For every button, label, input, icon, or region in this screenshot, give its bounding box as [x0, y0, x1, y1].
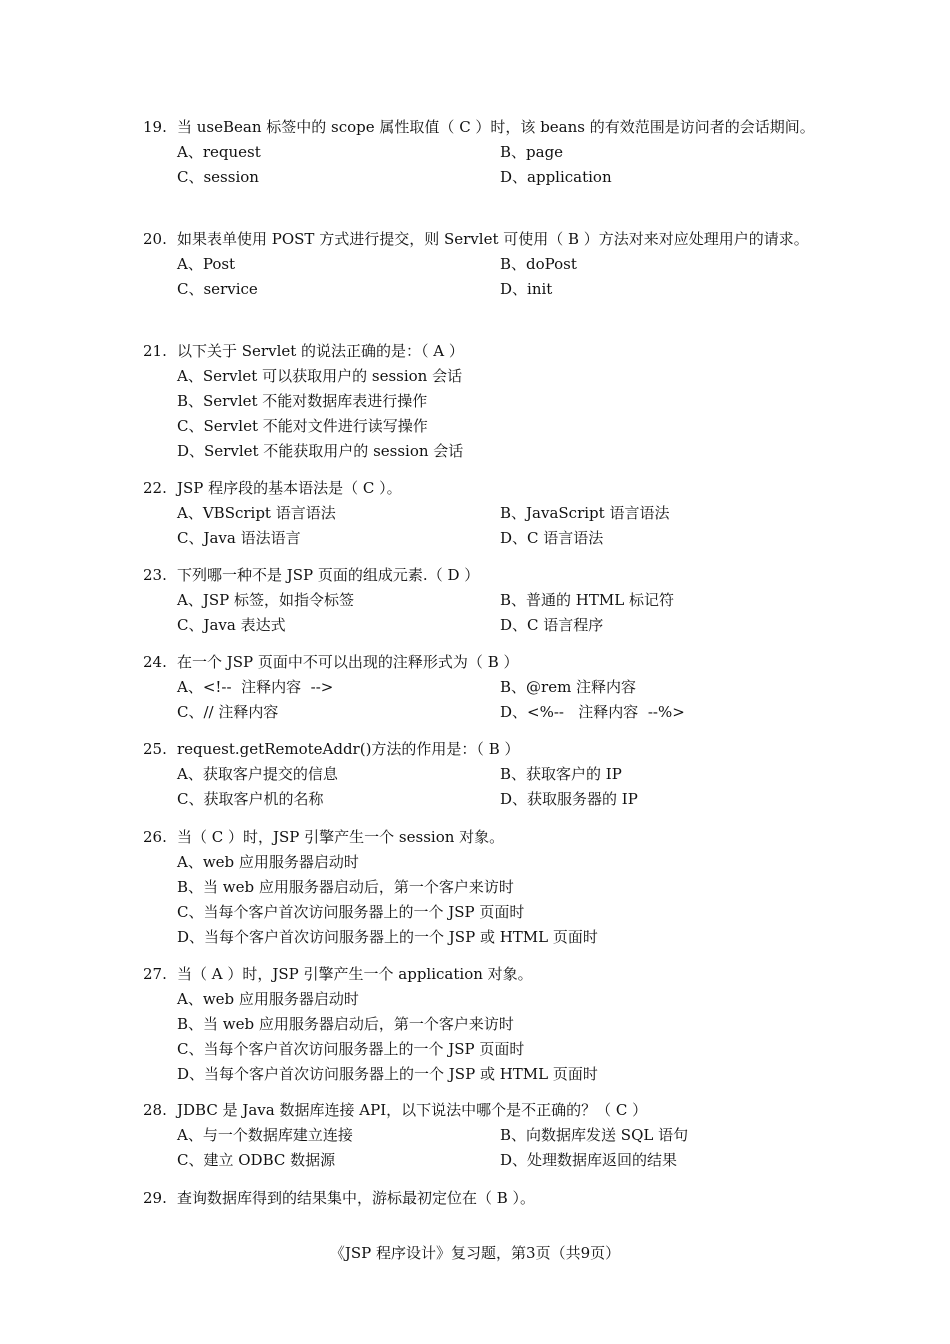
question-26	[143, 825, 823, 950]
question-stem	[143, 825, 823, 850]
question-number: 25.	[143, 740, 167, 758]
question-text: 当 useBean 标签中的 scope 属性取值（ C ）时，该 beans 的有效范围是访问者的会话期间。	[177, 118, 815, 136]
question-29	[143, 1186, 823, 1211]
question-stem	[143, 650, 823, 675]
option-b: B、doPost	[500, 255, 577, 273]
question-28	[143, 1098, 823, 1173]
question-text: 查询数据库得到的结果集中，游标最初定位在（ B ）。	[177, 1189, 536, 1207]
question-number: 22.	[143, 479, 167, 497]
option-d: D、C 语言程序	[500, 616, 604, 634]
question-text: JDBC 是 Java 数据库连接 API，以下说法中哪个是不正确的？（ C ）	[177, 1101, 648, 1119]
option-a: A、与一个数据库建立连接	[177, 1126, 353, 1144]
option-d: D、C 语言语法	[500, 529, 604, 547]
option-c: C、session	[177, 168, 259, 186]
question-stem	[143, 476, 823, 501]
option-a: A、Servlet 可以获取用户的 session 会话	[177, 367, 463, 385]
page-footer: 《JSP 程序设计》复习题，第3页（共9页）	[329, 1244, 621, 1262]
question-23	[143, 563, 823, 638]
question-text: 当（ A ）时，JSP 引擎产生一个 application 对象。	[177, 965, 533, 983]
question-text: JSP 程序段的基本语法是（ C ）。	[177, 479, 402, 497]
question-number: 26.	[143, 828, 167, 846]
option-b: B、获取客户的 IP	[500, 765, 622, 783]
question-text: 以下关于 Servlet 的说法正确的是：（ A ）	[177, 342, 464, 360]
question-number: 28.	[143, 1101, 167, 1119]
options	[177, 762, 823, 812]
option-a: A、request	[177, 143, 261, 161]
option-c: C、Java 表达式	[177, 616, 286, 634]
option-c: C、建立 ODBC 数据源	[177, 1151, 336, 1169]
options	[177, 1123, 823, 1173]
option-b: B、page	[500, 143, 564, 161]
question-21	[143, 339, 823, 464]
question-stem	[143, 227, 823, 252]
option-c: C、service	[177, 280, 258, 298]
options	[177, 140, 823, 190]
options	[177, 675, 823, 725]
question-25	[143, 737, 823, 812]
question-text: 下列哪一种不是 JSP 页面的组成元素.（ D ）	[177, 566, 480, 584]
option-d: D、application	[500, 168, 612, 186]
option-a: A、VBScript 语言语法	[177, 504, 336, 522]
option-b: B、当 web 应用服务器启动后，第一个客户来访时	[177, 878, 514, 896]
question-19	[143, 115, 823, 190]
option-a: A、JSP 标签，如指令标签	[177, 591, 354, 609]
options	[177, 501, 823, 551]
question-number: 29.	[143, 1189, 167, 1207]
question-22	[143, 476, 823, 551]
options	[177, 850, 823, 950]
question-number: 19.	[143, 118, 167, 136]
option-d: D、<%-- 注释内容 --%>	[500, 703, 685, 721]
option-b: B、Servlet 不能对数据库表进行操作	[177, 392, 428, 410]
option-a: A、获取客户提交的信息	[177, 765, 338, 783]
question-stem	[143, 339, 823, 364]
options	[177, 987, 823, 1087]
option-d: D、当每个客户首次访问服务器上的一个 JSP 或 HTML 页面时	[177, 1065, 598, 1083]
option-d: D、处理数据库返回的结果	[500, 1151, 678, 1169]
option-b: B、@rem 注释内容	[500, 678, 637, 696]
question-text: 在一个 JSP 页面中不可以出现的注释形式为（ B ）	[177, 653, 519, 671]
question-stem	[143, 962, 823, 987]
option-d: D、Servlet 不能获取用户的 session 会话	[177, 442, 464, 460]
option-b: B、向数据库发送 SQL 语句	[500, 1126, 689, 1144]
question-number: 21.	[143, 342, 167, 360]
option-a: A、Post	[177, 255, 236, 273]
question-stem	[143, 737, 823, 762]
question-text: 如果表单使用 POST 方式进行提交，则 Servlet 可使用（ B ）方法对来对应处理用户的请求。	[177, 230, 809, 248]
question-number: 24.	[143, 653, 167, 671]
option-c: C、// 注释内容	[177, 703, 279, 721]
question-24	[143, 650, 823, 725]
question-text: 当（ C ）时，JSP 引擎产生一个 session 对象。	[177, 828, 505, 846]
option-a: A、<!-- 注释内容 -->	[177, 678, 334, 696]
question-20	[143, 227, 823, 302]
option-c: C、当每个客户首次访问服务器上的一个 JSP 页面时	[177, 1040, 525, 1058]
option-b: B、普通的 HTML 标记符	[500, 591, 674, 609]
option-c: C、Java 语法语言	[177, 529, 301, 547]
question-number: 23.	[143, 566, 167, 584]
option-c: C、获取客户机的名称	[177, 790, 324, 808]
option-d: D、当每个客户首次访问服务器上的一个 JSP 或 HTML 页面时	[177, 928, 598, 946]
option-b: B、当 web 应用服务器启动后，第一个客户来访时	[177, 1015, 514, 1033]
options	[177, 364, 823, 464]
question-stem	[143, 1186, 823, 1211]
options	[177, 252, 823, 302]
option-d: D、init	[500, 280, 553, 298]
question-number: 20.	[143, 230, 167, 248]
option-b: B、JavaScript 语言语法	[500, 504, 670, 522]
option-c: C、当每个客户首次访问服务器上的一个 JSP 页面时	[177, 903, 525, 921]
question-text: request.getRemoteAddr()方法的作用是：（ B ）	[177, 740, 520, 758]
option-a: A、web 应用服务器启动时	[177, 990, 359, 1008]
question-27	[143, 962, 823, 1087]
option-c: C、Servlet 不能对文件进行读写操作	[177, 417, 428, 435]
question-stem	[143, 1098, 823, 1123]
question-stem	[143, 115, 823, 140]
question-number: 27.	[143, 965, 167, 983]
option-a: A、web 应用服务器启动时	[177, 853, 359, 871]
question-stem	[143, 563, 823, 588]
options	[177, 588, 823, 638]
option-d: D、获取服务器的 IP	[500, 790, 638, 808]
